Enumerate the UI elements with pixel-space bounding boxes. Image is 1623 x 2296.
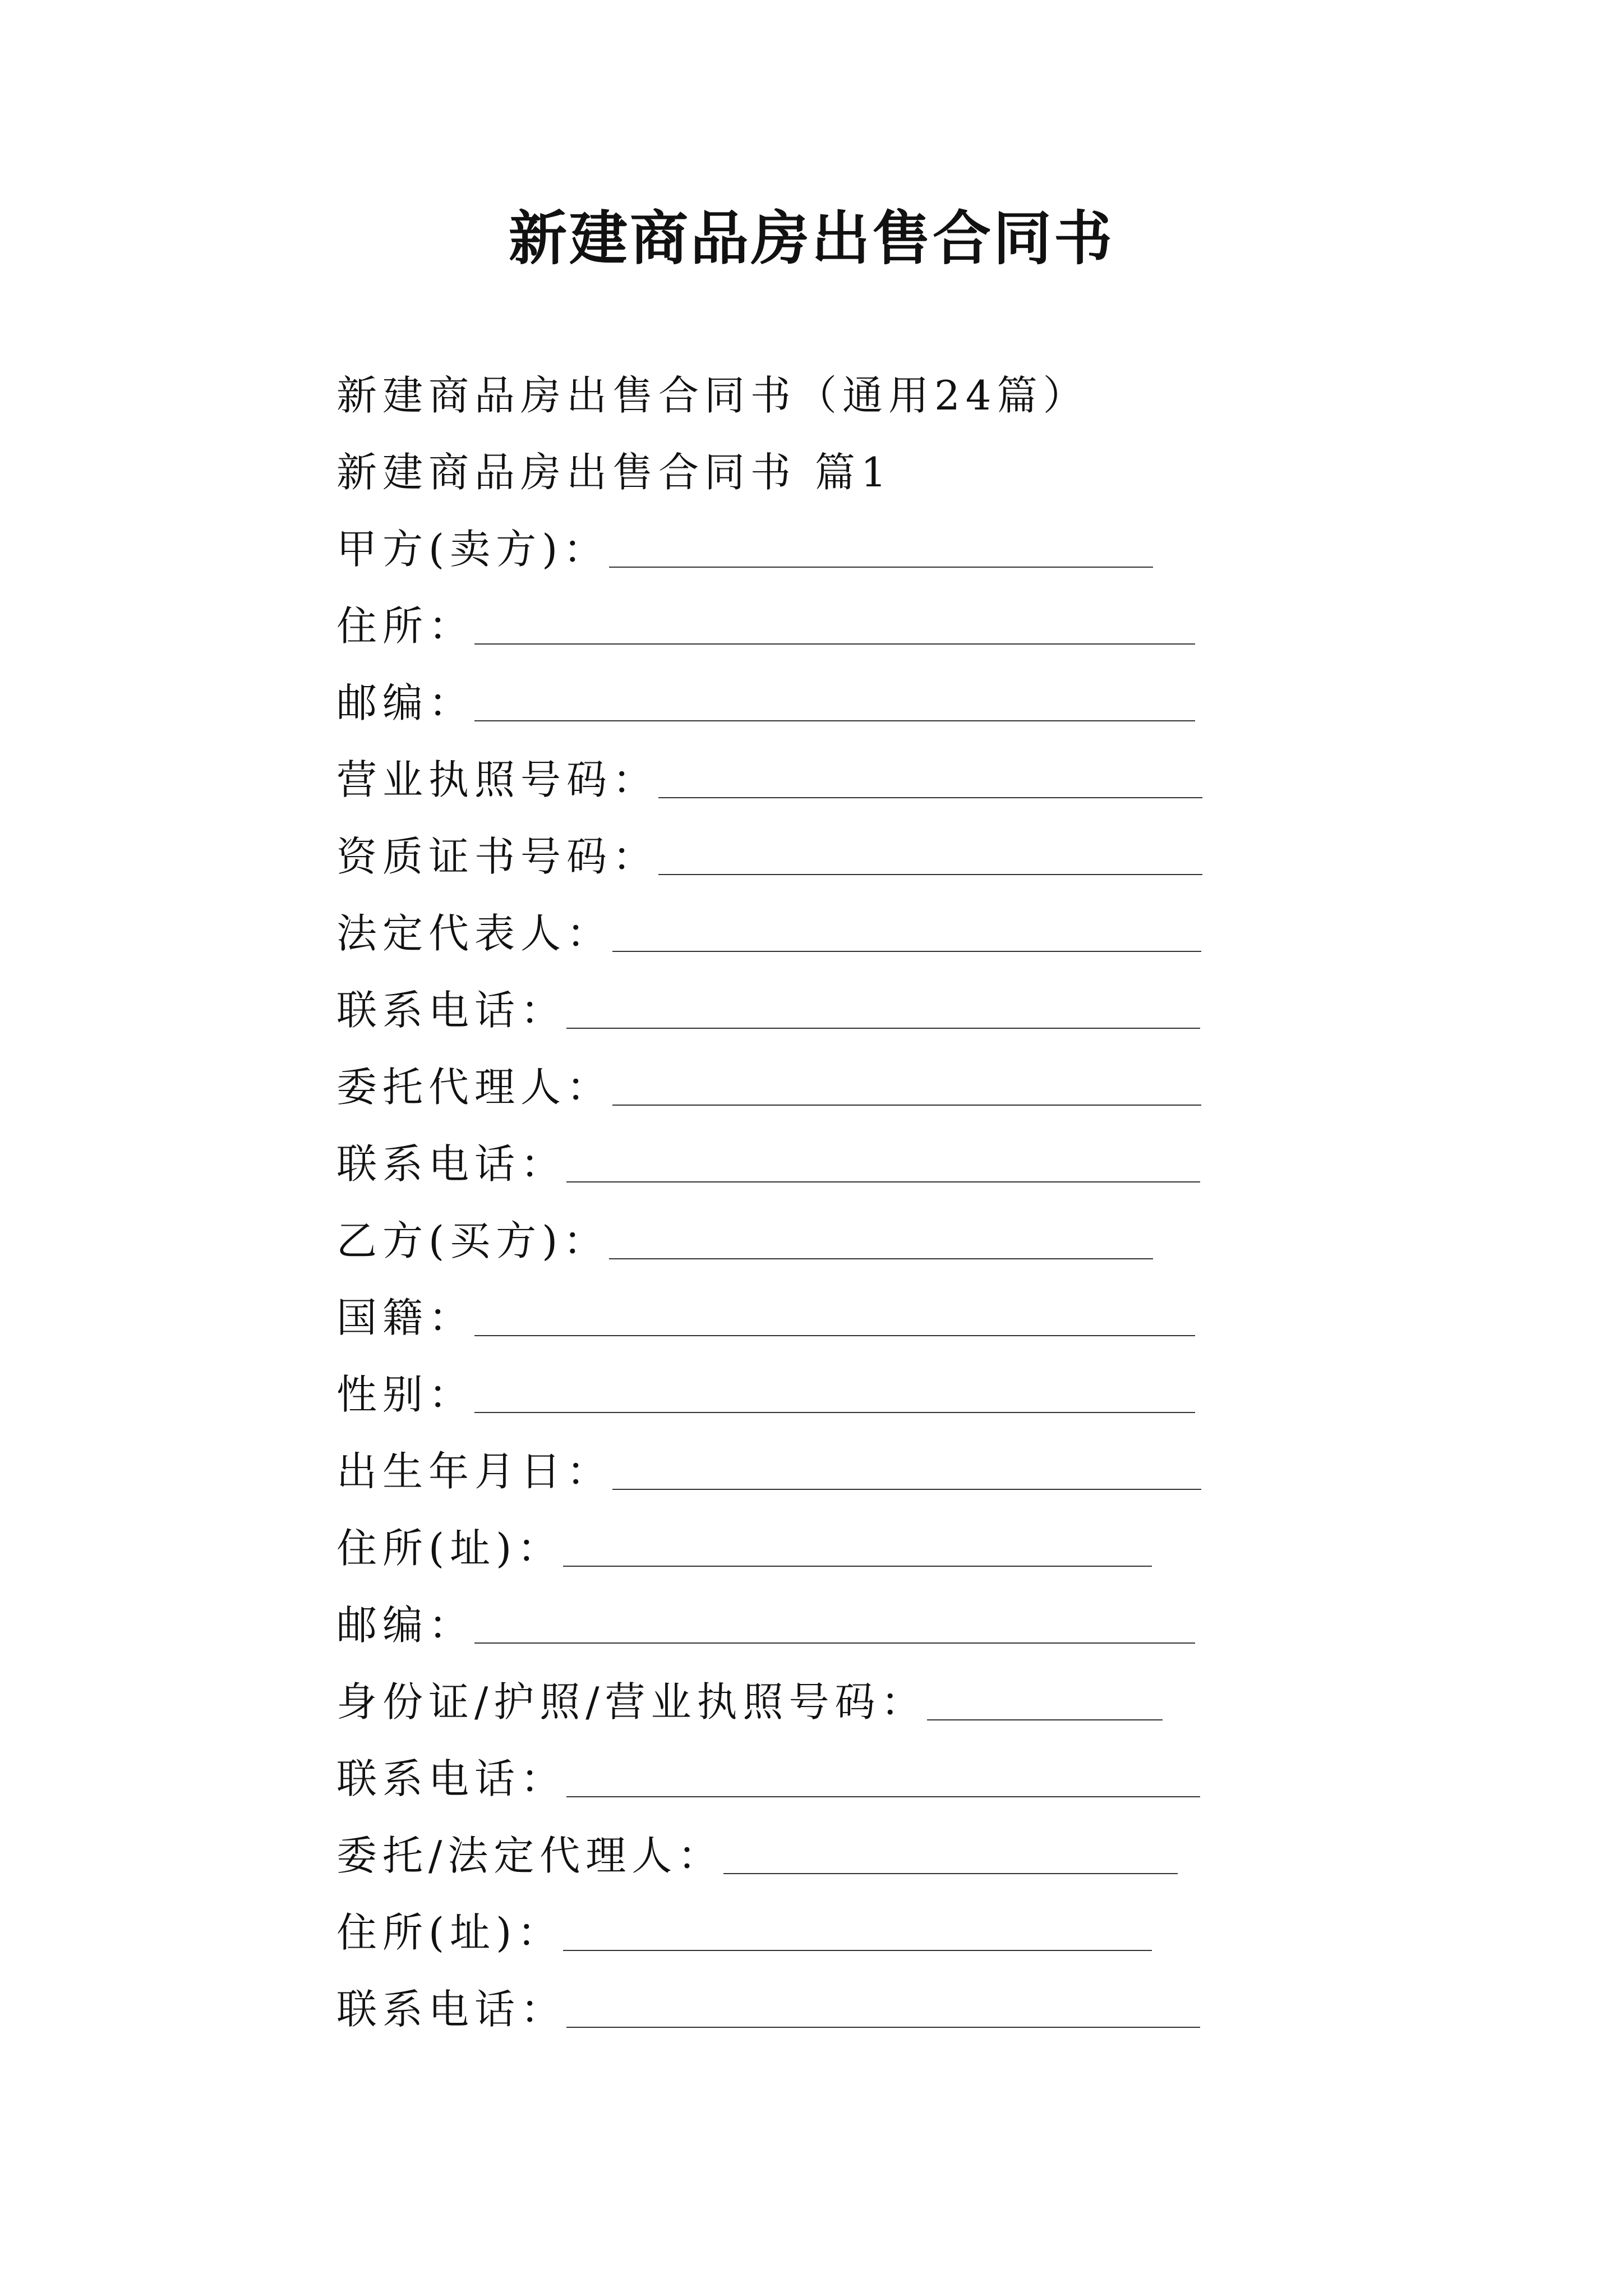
seller-legal-rep-label: 法定代表人： xyxy=(336,910,613,957)
seller-party-blank[interactable] xyxy=(609,567,1153,568)
buyer-party-label: 乙方(买方)： xyxy=(336,1217,610,1264)
buyer-postcode-blank[interactable] xyxy=(474,1642,1195,1644)
buyer-phone-field xyxy=(336,1748,1200,1810)
seller-agent-label: 委托代理人： xyxy=(336,1064,613,1111)
seller-phone-label: 联系电话： xyxy=(336,987,567,1034)
buyer-birthdate-field xyxy=(336,1441,1201,1502)
buyer-address-blank[interactable] xyxy=(563,1566,1152,1567)
seller-party-label: 甲方(卖方)： xyxy=(336,526,610,573)
seller-qualification-blank[interactable] xyxy=(658,874,1202,875)
seller-legal-rep-field xyxy=(336,903,1201,964)
buyer-gender-blank[interactable] xyxy=(474,1412,1195,1413)
buyer-party-field xyxy=(336,1210,1153,1272)
document-heading: 新建商品房出售合同书（通用24篇） xyxy=(336,372,1089,419)
buyer-id-label: 身份证/护照/营业执照号码： xyxy=(336,1678,927,1726)
buyer-postcode-field xyxy=(336,1594,1195,1656)
seller-party-field xyxy=(336,518,1153,580)
seller-agent-blank[interactable] xyxy=(612,1105,1201,1106)
buyer-address-field xyxy=(336,1517,1152,1579)
seller-legal-rep-blank[interactable] xyxy=(612,951,1201,952)
seller-license-blank[interactable] xyxy=(658,797,1202,798)
seller-license-label: 营业执照号码： xyxy=(336,756,659,803)
buyer-address-label: 住所(址)： xyxy=(336,1525,564,1572)
seller-postcode-label: 邮编： xyxy=(336,679,475,726)
seller-agent-phone-blank[interactable] xyxy=(566,1181,1200,1182)
document-title: 新建商品房出售合同书 xyxy=(508,204,1114,273)
buyer-agent-address-label: 住所(址)： xyxy=(336,1909,564,1956)
seller-qualification-label: 资质证书号码： xyxy=(336,833,659,880)
seller-phone-field xyxy=(336,979,1200,1041)
buyer-agent-field xyxy=(336,1825,1178,1887)
document-subheading: 新建商品房出售合同书 篇1 xyxy=(336,449,892,496)
seller-address-label: 住所： xyxy=(336,602,475,650)
seller-qualification-field xyxy=(336,826,1202,887)
buyer-gender-label: 性别： xyxy=(336,1371,475,1418)
buyer-id-blank[interactable] xyxy=(927,1719,1163,1720)
buyer-postcode-label: 邮编： xyxy=(336,1602,475,1649)
buyer-agent-phone-label: 联系电话： xyxy=(336,1986,567,2033)
seller-license-field xyxy=(336,749,1202,811)
buyer-phone-label: 联系电话： xyxy=(336,1755,567,1802)
buyer-phone-blank[interactable] xyxy=(566,1796,1200,1797)
buyer-gender-field xyxy=(336,1364,1195,1425)
seller-address-field xyxy=(336,595,1195,657)
buyer-agent-phone-field xyxy=(336,1978,1200,2040)
buyer-agent-label: 委托/法定代理人： xyxy=(336,1832,724,1879)
seller-postcode-field xyxy=(336,672,1195,734)
buyer-nationality-field xyxy=(336,1287,1195,1349)
seller-agent-field xyxy=(336,1056,1201,1118)
seller-postcode-blank[interactable] xyxy=(474,720,1195,721)
buyer-id-field xyxy=(336,1671,1163,1733)
seller-phone-blank[interactable] xyxy=(566,1028,1200,1029)
buyer-agent-address-field xyxy=(336,1902,1152,1963)
seller-agent-phone-field xyxy=(336,1133,1200,1195)
seller-agent-phone-label: 联系电话： xyxy=(336,1140,567,1188)
buyer-nationality-blank[interactable] xyxy=(474,1335,1195,1336)
buyer-birthdate-label: 出生年月日： xyxy=(336,1448,613,1495)
buyer-party-blank[interactable] xyxy=(609,1258,1153,1259)
buyer-agent-blank[interactable] xyxy=(723,1873,1178,1874)
buyer-agent-phone-blank[interactable] xyxy=(566,2027,1200,2028)
buyer-birthdate-blank[interactable] xyxy=(612,1489,1201,1490)
seller-address-blank[interactable] xyxy=(474,643,1195,645)
buyer-agent-address-blank[interactable] xyxy=(563,1950,1152,1951)
buyer-nationality-label: 国籍： xyxy=(336,1294,475,1341)
